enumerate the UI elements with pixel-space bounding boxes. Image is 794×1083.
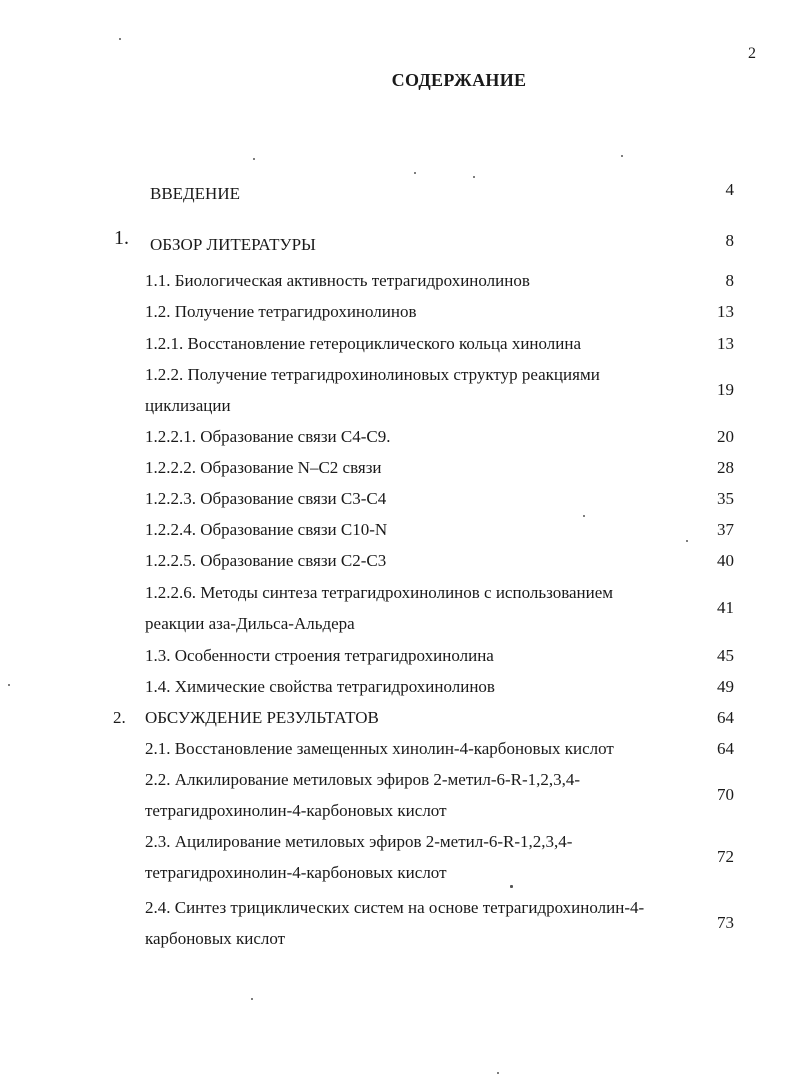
toc-entry-number: 1. <box>114 227 129 249</box>
scan-speck <box>583 515 585 517</box>
toc-entry-text-line-2: циклизации <box>145 396 231 415</box>
toc-entry-text: 1.2.2.3. Образование связи С3-С4 <box>145 489 387 508</box>
toc-entry-text-line-2: реакции аза-Дильса-Альдера <box>145 614 355 633</box>
toc-entry-number: 2. <box>113 708 126 727</box>
toc-entry-2-4 <box>0 892 794 954</box>
toc-entry-text: 1.2.2.2. Образование N–C2 связи <box>145 458 382 477</box>
toc-entry-text: 2.1. Восстановление замещенных хинолин-4-карбоновых кислот <box>145 739 614 758</box>
toc-entry-page: 37 <box>717 520 734 539</box>
toc-entry-page: 20 <box>717 427 734 446</box>
toc-entry-text: 1.2.2.1. Образование связи С4-С9. <box>145 427 391 446</box>
scan-speck <box>414 172 416 174</box>
scan-speck <box>686 540 688 542</box>
toc-entry-page: 13 <box>717 302 734 321</box>
toc-entry-text-line-1: 2.4. Синтез трициклических систем на основе тетрагидрохинолин-4- <box>145 898 645 917</box>
scan-speck <box>510 885 513 888</box>
toc-entry-page: 13 <box>717 334 734 353</box>
scan-speck <box>621 155 623 157</box>
toc-entry-page: 45 <box>717 646 734 665</box>
toc-entry-page: 64 <box>717 739 734 758</box>
scan-speck <box>473 176 475 178</box>
toc-entry-1-2-2-6 <box>0 577 794 639</box>
toc-entry-text-line-1: 2.3. Ацилирование метиловых эфиров 2-метил-6-R-1,2,3,4- <box>145 832 573 851</box>
toc-entry-text-line-1: 1.2.2. Получение тетрагидрохинолиновых структур реакциями <box>145 365 600 384</box>
scan-speck <box>8 684 10 686</box>
scan-speck <box>119 38 121 40</box>
toc-entry-page: 19 <box>717 380 734 399</box>
toc-entry-page: 8 <box>725 231 734 250</box>
toc-entry-page: 35 <box>717 489 734 508</box>
toc-entry-page: 41 <box>717 598 734 617</box>
toc-entry-page: 73 <box>717 913 734 932</box>
toc-entry-text: 1.2.2.4. Образование связи С10-N <box>145 520 388 539</box>
toc-entry-text: ВВЕДЕНИЕ <box>150 184 240 203</box>
page-title: СОДЕРЖАНИЕ <box>391 70 527 90</box>
toc-entry-text-line-1: 1.2.2.6. Методы синтеза тетрагидрохинолинов с использованием <box>145 583 614 602</box>
toc-entry-text-line-2: тетрагидрохинолин-4-карбоновых кислот <box>145 863 447 882</box>
toc-entry-page: 8 <box>725 271 734 290</box>
toc-entry-page: 64 <box>717 708 734 727</box>
toc-entry-page: 49 <box>717 677 734 696</box>
toc-entry-text: ОБЗОР ЛИТЕРАТУРЫ <box>150 235 316 254</box>
scan-speck <box>497 1072 499 1074</box>
toc-entry-text-line-2: карбоновых кислот <box>145 929 286 948</box>
toc-entry-2-2 <box>0 764 794 826</box>
toc-entry-1-2-2 <box>0 359 794 421</box>
page-number: 2 <box>748 45 756 62</box>
toc-entry-text: 1.4. Химические свойства тетрагидрохинолинов <box>145 677 495 696</box>
toc-entry-text: ОБСУЖДЕНИЕ РЕЗУЛЬТАТОВ <box>145 708 379 727</box>
scan-speck <box>251 998 253 1000</box>
toc-entry-page: 28 <box>717 458 734 477</box>
toc-entry-page: 70 <box>717 785 734 804</box>
toc-entry-2-3 <box>0 826 794 888</box>
toc-entry-text: 1.2. Получение тетрагидрохинолинов <box>145 302 417 321</box>
toc-entry-text: 1.1. Биологическая активность тетрагидрохинолинов <box>145 271 530 290</box>
toc-entry-page: 72 <box>717 847 734 866</box>
toc-entry-text: 1.3. Особенности строения тетрагидрохинолина <box>145 646 494 665</box>
toc-entry-text: 1.2.1. Восстановление гетероциклического кольца хинолина <box>145 334 582 353</box>
scan-speck <box>253 158 255 160</box>
toc-entry-page: 4 <box>725 180 734 199</box>
toc-entry-page: 40 <box>717 551 734 570</box>
toc-entry-text: 1.2.2.5. Образование связи С2-С3 <box>145 551 387 570</box>
toc-entry-text-line-1: 2.2. Алкилирование метиловых эфиров 2-метил-6-R-1,2,3,4- <box>145 770 581 789</box>
toc-entry-text-line-2: тетрагидрохинолин-4-карбоновых кислот <box>145 801 447 820</box>
